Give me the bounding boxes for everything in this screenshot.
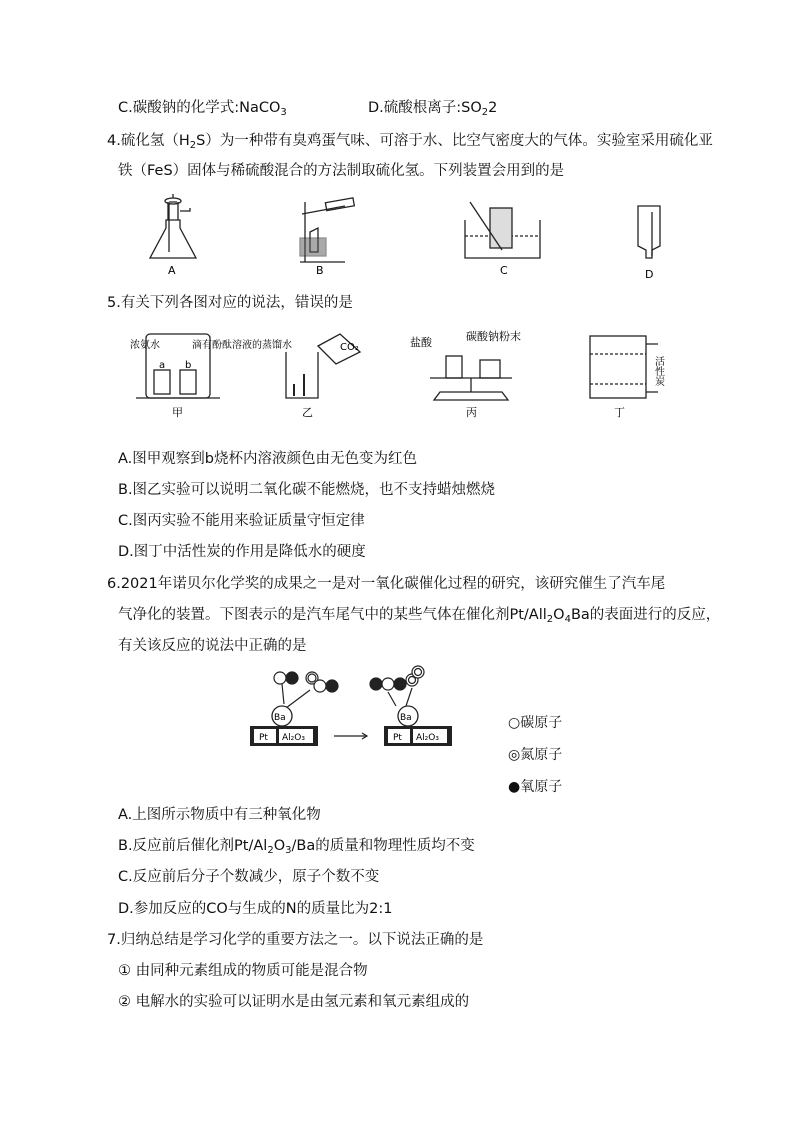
q6-stem-line3: 有关该反应的说法中正确的是: [118, 638, 307, 654]
reactant-molecules: [274, 672, 338, 708]
q3-option-c: C.碳酸钠的化学式:NaCO$_3$: [118, 100, 287, 118]
q6-option-a: A.上图所示物质中有三种氧化物: [118, 807, 321, 823]
q6-option-b: B.反应前后催化剂$Pt/Al_2O_3/Ba$的质量和物理性质均不变: [118, 838, 475, 856]
apparatus-a: [150, 194, 196, 258]
ba-label-left: Ba: [274, 713, 286, 723]
q6-reaction-diagram: [248, 664, 468, 750]
product-molecules: [370, 666, 424, 706]
q5-figures: [128, 326, 668, 422]
q5-option-a: A.图甲观察到b烧杯内溶液颜色由无色变为红色: [118, 451, 417, 467]
legend-oxygen: ●氧原子: [508, 779, 563, 795]
q5-option-d: D.图丁中活性炭的作用是降低水的硬度: [118, 544, 366, 560]
pt-label-right: Pt: [393, 733, 402, 743]
legend-carbon: ○碳原子: [508, 715, 563, 731]
jia-beaker-a-label: a: [159, 360, 166, 371]
ba-label-right: Ba: [400, 713, 412, 723]
pt-label-left: Pt: [259, 733, 268, 743]
bing-caption: 丙: [466, 406, 477, 419]
figure-ding: [590, 336, 658, 398]
q4-stem-line2: 铁（FeS）固体与稀硫酸混合的方法制取硫化氢。下列装置会用到的是: [118, 163, 565, 179]
q4-apparatus-figure: [140, 192, 700, 284]
q5-option-b: B.图乙实验可以说明二氧化碳不能燃烧，也不支持蜡烛燃烧: [118, 482, 496, 498]
q7-stem: 7.归纳总结是学习化学的重要方法之一。以下说法正确的是: [107, 932, 484, 948]
jia-beaker-b-label: b: [185, 360, 192, 371]
apparatus-d-label: D: [645, 268, 654, 281]
q3-option-d: D.硫酸根离子$:SO_22$: [368, 100, 498, 118]
apparatus-a-label: A: [168, 264, 176, 277]
ding-caption: 丁: [614, 406, 625, 419]
apparatus-c-label: C: [500, 264, 508, 277]
yi-caption: 乙: [302, 406, 313, 419]
q7-item-1: ① 由同种元素组成的物质可能是混合物: [118, 963, 368, 979]
apparatus-d: [638, 206, 660, 258]
q6-stem-line1: 6.2021年诺贝尔化学奖的成果之一是对一氧化碳催化过程的研究，该研究催生了汽车尾: [107, 576, 666, 592]
jia-left-text: 浓氨水: [130, 340, 160, 351]
apparatus-c: [465, 202, 540, 258]
yi-gas-label: CO₂: [340, 342, 359, 353]
q5-stem: 5.有关下列各图对应的说法，错误的是: [107, 295, 353, 311]
jia-right-text: 滴有酚酞溶液的蒸馏水: [192, 340, 292, 351]
q4-stem-line1: 4.硫化氢$(H_2S)$为一种带有臭鸡蛋气味、可溶于水、比空气密度大的气体。实验室采用硫化亚: [107, 133, 713, 151]
q6-option-c: C.反应前后分子个数减少，原子个数不变: [118, 869, 380, 885]
bing-acid-label: 盐酸: [410, 336, 432, 349]
apparatus-b: [300, 198, 354, 262]
bing-powder-label: 碳酸钠粉末: [466, 330, 521, 343]
ding-text: 活性炭: [652, 356, 664, 386]
q7-item-2: ② 电解水的实验可以证明水是由氢元素和氧元素组成的: [118, 994, 470, 1010]
q6-option-d: D.参加反应的CO与生成的N的质量比为2:1: [118, 901, 393, 917]
figure-bing: [430, 356, 512, 400]
q5-option-c: C.图丙实验不能用来验证质量守恒定律: [118, 513, 365, 529]
al2o3-label-left: Al₂O₃: [282, 733, 305, 743]
apparatus-b-label: B: [316, 264, 324, 277]
al2o3-label-right: Al₂O₃: [416, 733, 439, 743]
jia-caption: 甲: [172, 406, 183, 419]
q6-stem-line2: 气净化的装置。下图表示的是汽车尾气中的某些气体在催化剂$Pt/All_2O_4Ba$的表面进行的反应，: [118, 607, 721, 625]
legend-nitrogen: ◎氮原子: [508, 747, 563, 763]
